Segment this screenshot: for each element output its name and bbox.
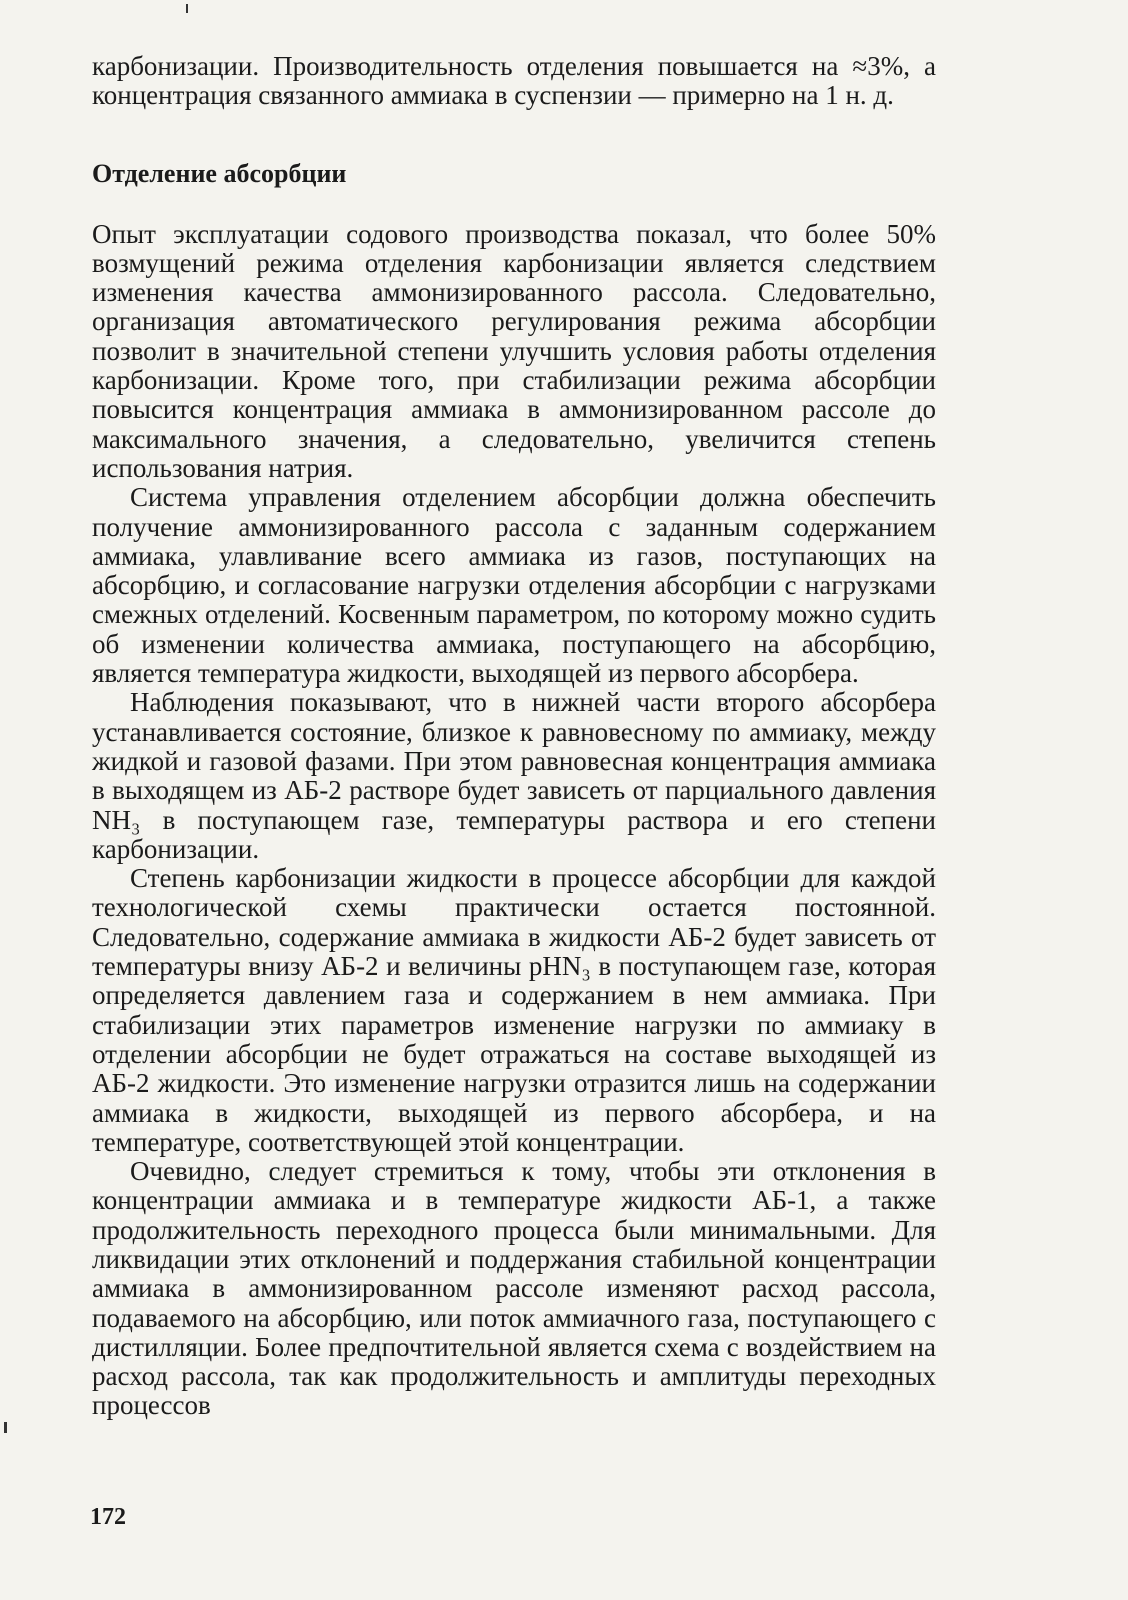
scan-speck xyxy=(4,1422,7,1433)
page-number: 172 xyxy=(90,1504,126,1530)
body-paragraph-1: Опыт эксплуатации содового производства показал, что более 50% возмущений режима отделения карбонизации является следствием изменения качества аммонизированного рассола. Следовательно, организация автоматического регулирования режима абсорбции позволит в значительной степени улучшить условия работы отделения карбонизации. Кроме того, при стабилизации режима абсорбции повысится концентрация аммиака в аммонизированном рассоле до максимального значения, а следовательно, увеличится степень использования натрия. xyxy=(92,218,936,483)
section-heading: Отделение абсорбции xyxy=(92,158,347,188)
top-paragraph: карбонизации. Производительность отделения повышается на ≈3%, а концентрация связанного аммиака в суспензии — примерно на 1 н. д. xyxy=(92,51,936,111)
body-paragraph-2: Система управления отделением абсорбции должна обеспечить получение аммонизированного рассола с заданным содержанием аммиака, улавливание всего аммиака из газов, поступающих на абсорбцию, и согласование нагрузки отделения абсорбции с нагрузками смежных отделений. Косвенным параметром, по которому можно судить об изменении количества аммиака, поступающего на абсорбцию, является температура жидкости, выходящей из первого абсорбера. xyxy=(92,482,936,689)
body-paragraph-4: Степень карбонизации жидкости в процессе абсорбции для каждой технологической схемы практически остается постоянной. Следовательно, содержание аммиака в жидкости АБ-2 будет зависеть от температуры внизу АБ-2 и величины pHN₃ в поступающем газе, которая определяется давлением газа и содержанием в нем аммиака. При стабилизации этих параметров изменение нагрузки по аммиаку в отделении абсорбции не будет отражаться на составе выходящей из АБ-2 жидкости. Это изменение нагрузки отразится лишь на содержании аммиака в жидкости, выходящей из первого абсорбера, и на температуре, соответствующей этой концентрации. xyxy=(92,863,936,1157)
body-paragraph-5: Очевидно, следует стремиться к тому, чтобы эти отклонения в концентрации аммиака и в температуре жидкости АБ-1, а также продолжительность переходного процесса были минимальными. Для ликвидации этих отклонений и поддержания стабильной концентрации аммиака в аммонизированном рассоле изменяют расход рассола, подаваемого на абсорбцию, или поток аммиачного газа, поступающего с дистилляции. Более предпочтительной является схема с воздействием на расход рассола, так как продолжительность и амплитуды переходных процессов xyxy=(92,1156,936,1421)
body-paragraph-3: Наблюдения показывают, что в нижней части второго абсорбера устанавливается состояние, близкое к равновесному по аммиаку, между жидкой и газовой фазами. При этом равновесная концентрация аммиака в выходящем из АБ-2 растворе будет зависеть от парциального давления NH₃ в поступающем газе, температуры раствора и его степени карбонизации. xyxy=(92,687,936,864)
scan-speck xyxy=(186,4,188,13)
page-body xyxy=(92,52,936,1421)
